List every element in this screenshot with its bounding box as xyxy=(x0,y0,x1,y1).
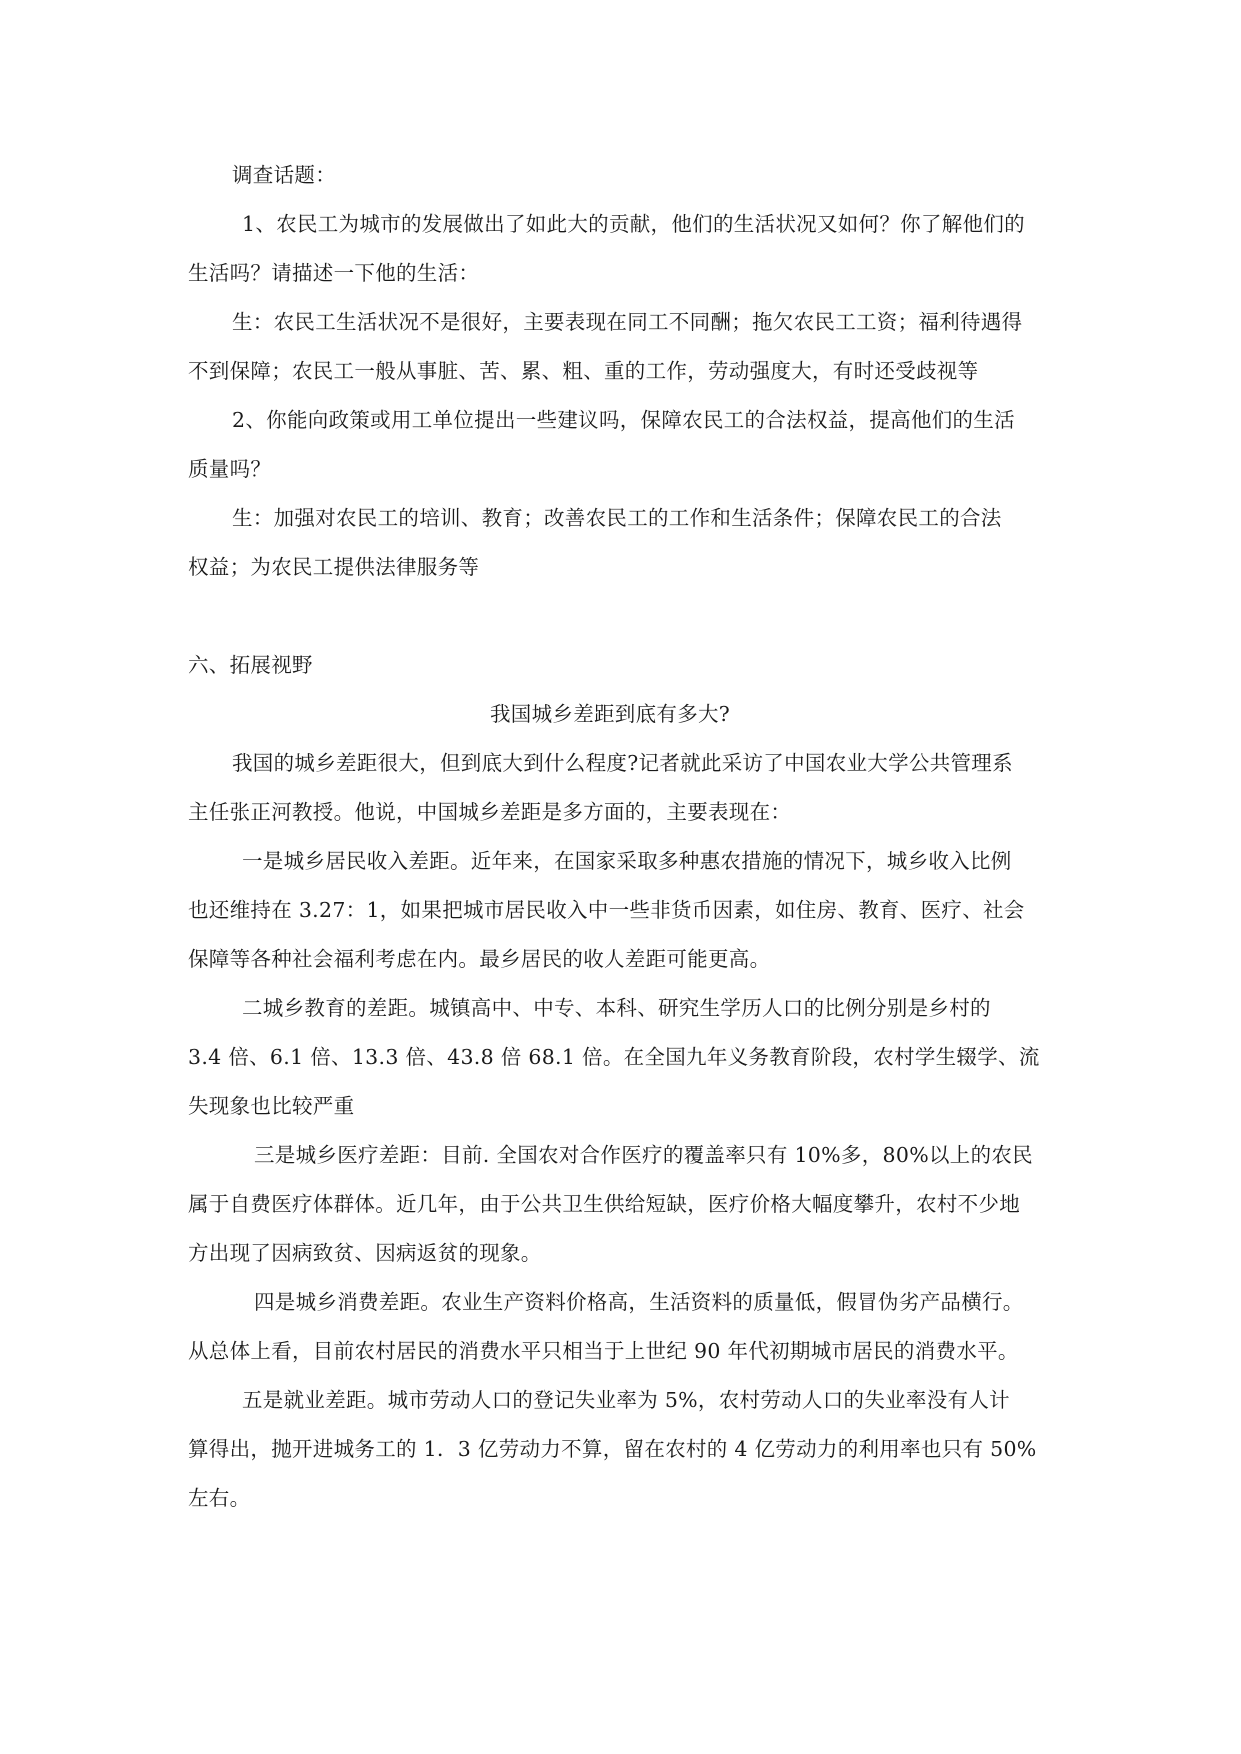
medical-gap-line-1: 三是城乡医疗差距：目前. 全国农对合作医疗的覆盖率只有 10%多，80%以上的农民 xyxy=(254,1143,1033,1167)
education-gap-line-1: 二城乡教育的差距。城镇高中、中专、本科、研究生学历人口的比例分别是乡村的 xyxy=(242,996,991,1020)
employment-gap-line-3: 左右。 xyxy=(188,1486,251,1510)
income-gap-line-1: 一是城乡居民收入差距。近年来，在国家采取多种惠农措施的情况下，城乡收入比例 xyxy=(242,849,1012,873)
medical-gap-line-3: 方出现了因病致贫、因病返贫的现象。 xyxy=(188,1241,542,1265)
education-gap-line-2: 3.4 倍、6.1 倍、13.3 倍、43.8 倍 68.1 倍。在全国九年义务教育阶段，农村学生辍学、流 xyxy=(188,1045,1040,1069)
consumption-gap-line-2: 从总体上看，目前农村居民的消费水平只相当于上世纪 90 年代初期城市居民的消费水平。 xyxy=(188,1339,1019,1363)
answer-2-line-1: 生：加强对农民工的培训、教育；改善农民工的工作和生活条件；保障农民工的合法 xyxy=(232,506,1002,530)
education-gap-line-3: 失现象也比较严重 xyxy=(188,1094,355,1118)
intro-line-1: 我国的城乡差距很大，但到底大到什么程度?记者就此采访了中国农业大学公共管理系 xyxy=(232,751,1013,775)
survey-heading: 调查话题： xyxy=(232,163,336,187)
intro-line-2: 主任张正河教授。他说，中国城乡差距是多方面的，主要表现在： xyxy=(188,800,792,824)
income-gap-line-2: 也还维持在 3.27：1，如果把城市居民收入中一些非货币因素，如住房、教育、医疗、社会 xyxy=(188,898,1025,922)
consumption-gap-line-1: 四是城乡消费差距。农业生产资料价格高，生活资料的质量低，假冒伪劣产品横行。 xyxy=(254,1290,1024,1314)
question-2-line-1: 2、你能向政策或用工单位提出一些建议吗，保障农民工的合法权益，提高他们的生活 xyxy=(232,408,1015,432)
employment-gap-line-2: 算得出，抛开进城务工的 1．3 亿劳动力不算，留在农村的 4 亿劳动力的利用率也只有 50% xyxy=(188,1437,1037,1461)
answer-1-line-2: 不到保障；农民工一般从事脏、苦、累、粗、重的工作，劳动强度大，有时还受歧视等 xyxy=(188,359,979,383)
answer-1-line-1: 生：农民工生活状况不是很好，主要表现在同工不同酬；拖欠农民工工资；福利待遇得 xyxy=(232,310,1023,334)
question-1-line-1: 1、农民工为城市的发展做出了如此大的贡献，他们的生活状况又如何？你了解他们的 xyxy=(242,212,1025,236)
question-1-line-2: 生活吗？请描述一下他的生活： xyxy=(188,261,480,285)
income-gap-line-3: 保障等各种社会福利考虑在内。最乡居民的收人差距可能更高。 xyxy=(188,947,771,971)
article-title: 我国城乡差距到底有多大? xyxy=(490,702,731,726)
section-heading: 六、拓展视野 xyxy=(188,653,313,677)
question-2-line-2: 质量吗？ xyxy=(188,457,272,481)
answer-2-line-2: 权益；为农民工提供法律服务等 xyxy=(188,555,480,579)
medical-gap-line-2: 属于自费医疗体群体。近几年，由于公共卫生供给短缺，医疗价格大幅度攀升，农村不少地 xyxy=(188,1192,1020,1216)
employment-gap-line-1: 五是就业差距。城市劳动人口的登记失业率为 5%，农村劳动人口的失业率没有人计 xyxy=(242,1388,1010,1412)
